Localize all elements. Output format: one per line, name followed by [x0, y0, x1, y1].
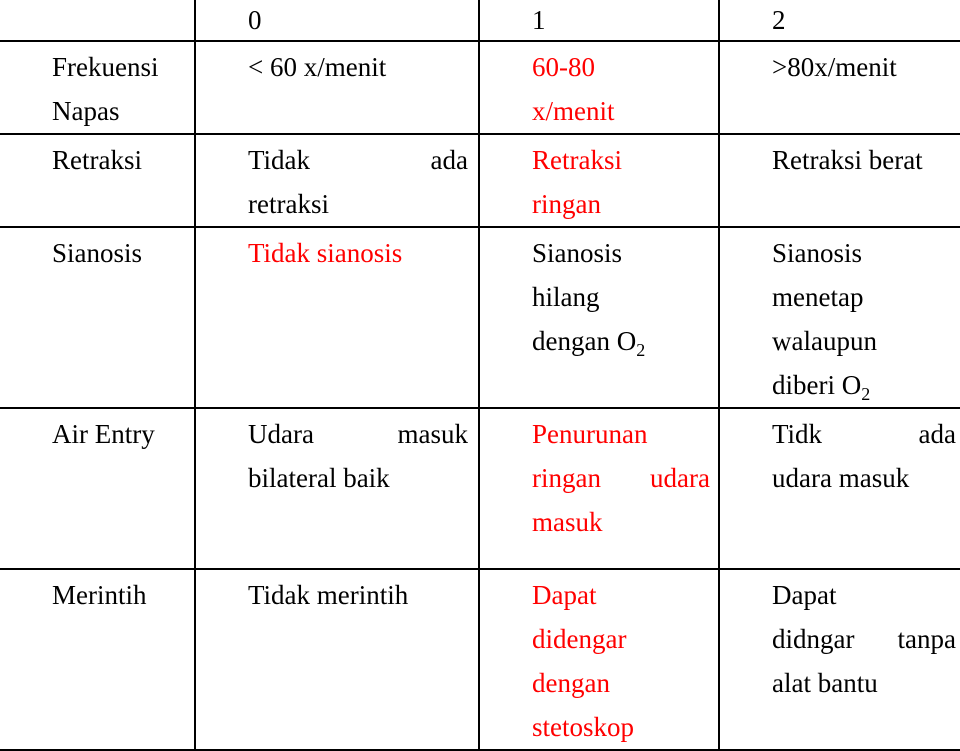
cell-text: Penurunan: [532, 419, 648, 449]
cell-text: Tidak sianosis: [248, 238, 403, 268]
score-0-cell-selected: [195, 227, 479, 408]
table-row: [0, 569, 960, 750]
cell-text: Udara masuk: [248, 419, 468, 449]
cell-text: Dapat: [772, 580, 837, 610]
subscript-2: 2: [636, 340, 646, 360]
cell-text: Tidak ada: [248, 145, 468, 175]
cell-text: Sianosis: [532, 238, 623, 268]
score-1-cell-selected: [479, 569, 719, 750]
row-label: [0, 41, 195, 134]
header-cell-score-2: 2: [719, 0, 960, 41]
cell-text-o2: [772, 363, 956, 407]
score-1-cell-selected: [479, 41, 719, 134]
score-1-cell: [479, 227, 719, 408]
cell-text: retraksi: [248, 189, 329, 219]
row-label-line: Air Entry: [52, 419, 155, 449]
cell-text: Retraksi berat: [772, 145, 923, 175]
row-label-line: Retraksi: [52, 145, 142, 175]
table-row: [0, 227, 960, 408]
cell-text: bilateral baik: [248, 463, 390, 493]
cell-text: alat bantu: [772, 668, 878, 698]
score-0-cell: [195, 134, 479, 227]
cell-text: Dapat: [532, 580, 597, 610]
cell-text: x/menit: [532, 96, 615, 126]
cell-text: walaupun: [772, 326, 877, 356]
cell-text: ringan udara: [532, 463, 710, 493]
score-2-cell: [719, 569, 960, 750]
row-label-line: Napas: [52, 96, 120, 126]
row-label: [0, 408, 195, 569]
row-label-line: Frekuensi: [52, 52, 159, 82]
cell-text: didengar: [532, 624, 627, 654]
header-cell-score-1: 1: [479, 0, 719, 41]
subscript-2: 2: [861, 384, 871, 404]
cell-text: masuk: [532, 507, 603, 537]
score-0-cell: [195, 408, 479, 569]
cell-text: stetoskop: [532, 712, 635, 742]
table-row: [0, 408, 960, 569]
cell-text: Tidk ada: [772, 419, 956, 449]
score-0-cell: [195, 41, 479, 134]
cell-text-o2: [532, 319, 710, 363]
cell-text: didngar tanpa: [772, 624, 956, 654]
score-2-cell: [719, 408, 960, 569]
cell-text: Retraksi: [532, 145, 622, 175]
cell-text: Sianosis: [772, 238, 863, 268]
score-2-cell: [719, 134, 960, 227]
score-2-cell: [719, 41, 960, 134]
cell-text: ringan: [532, 189, 601, 219]
score-1-cell-selected: [479, 134, 719, 227]
row-label-line: Sianosis: [52, 238, 143, 268]
table-header-row: [0, 0, 960, 41]
table-row: [0, 41, 960, 134]
cell-text: 60-80: [532, 52, 595, 82]
row-label-line: Merintih: [52, 580, 147, 610]
header-cell-score-0: 0: [195, 0, 479, 41]
header-cell-empty: [0, 0, 195, 41]
cell-text: hilang: [532, 282, 600, 312]
table-row: [0, 134, 960, 227]
score-2-cell: [719, 227, 960, 408]
cell-text: menetap: [772, 282, 864, 312]
cell-text: < 60 x/menit: [248, 52, 387, 82]
cell-text: dengan O: [532, 326, 637, 356]
row-label: [0, 134, 195, 227]
cell-text: >80x/menit: [772, 52, 897, 82]
row-label: [0, 569, 195, 750]
cell-text: udara masuk: [772, 463, 910, 493]
cell-text: dengan: [532, 668, 610, 698]
cell-text: diberi O: [772, 370, 862, 400]
score-1-cell-selected: [479, 408, 719, 569]
cell-text: Tidak merintih: [248, 580, 409, 610]
score-0-cell: [195, 569, 479, 750]
row-label: [0, 227, 195, 408]
